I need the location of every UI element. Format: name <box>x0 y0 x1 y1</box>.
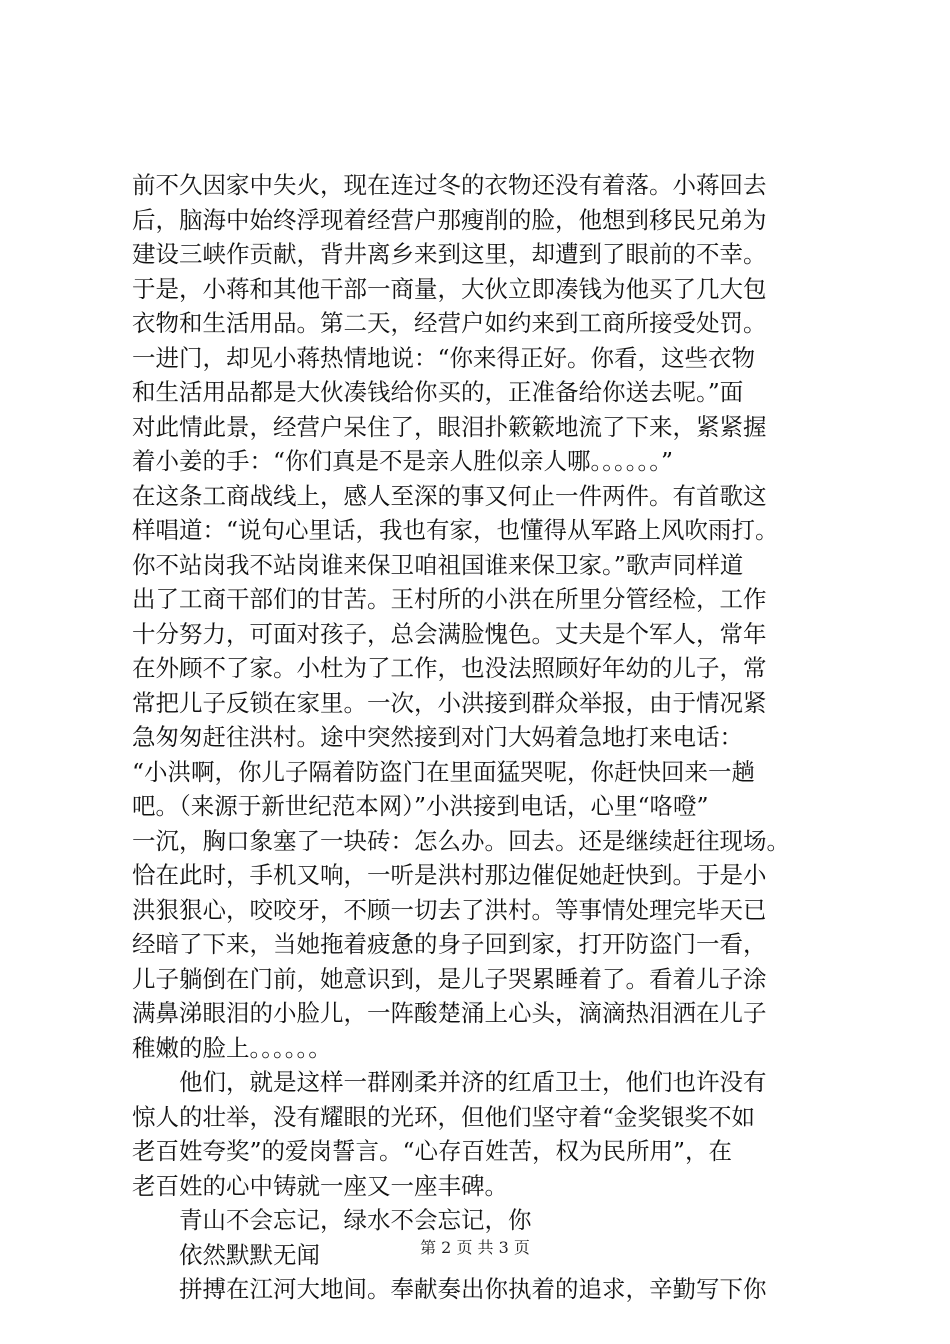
text-line: 常把儿子反锁在家里。一次，小洪接到群众举报，由于情况紧 <box>132 688 767 717</box>
text-line: 一进门，却见小蒋热情地说：“你来得正好。你看，这些衣物 <box>132 343 756 372</box>
text-line: “小洪啊，你儿子隔着防盗门在里面猛哭呢，你赶快回来一趟 <box>132 757 756 786</box>
text-line: 着小姜的手：“你们真是不是亲人胜似亲人哪。。。。。。” <box>132 447 674 475</box>
paragraph-start-line: 他们，就是这样一群刚柔并济的红盾卫士，他们也许没有 <box>179 1068 767 1096</box>
text-line: 前不久因家中失火，现在连过冬的衣物还没有着落。小蒋回去 <box>132 171 767 199</box>
text-line: 和生活用品都是大伙凑钱给你买的，正准备给你送去呢。”面 <box>132 378 744 406</box>
text-line: 衣物和生活用品。第二天，经营户如约来到工商所接受处罚。 <box>132 309 767 337</box>
poem-line: 依然默默无闻 <box>179 1240 320 1269</box>
text-line: 在外顾不了家。小杜为了工作，也没法照顾好年幼的儿子，常 <box>132 654 767 682</box>
page-footer <box>0 1238 950 1258</box>
text-line: 经暗了下来，当她拖着疲惫的身子回到家，打开防盗门一看， <box>132 930 767 958</box>
text-line: 恰在此时，手机又响，一听是洪村那边催促她赶快到。于是小 <box>132 861 767 889</box>
text-line: 你不站岗我不站岗谁来保卫咱祖国谁来保卫家。”歌声同样道 <box>132 550 744 579</box>
text-line: 一沉，胸口象塞了一块砖：怎么办。回去。还是继续赶往现场。 <box>132 826 790 855</box>
text-line: 稚嫩的脸上。。。。。。 <box>132 1033 332 1062</box>
text-line: 样唱道：“说句心里话，我也有家，也懂得从军路上风吹雨打。 <box>132 516 779 544</box>
text-line: 于是，小蒋和其他干部一商量，大伙立即凑钱为他买了几大包 <box>132 274 767 303</box>
text-line: 十分努力，可面对孩子，总会满脸愧色。丈夫是个军人，常年 <box>132 619 767 648</box>
text-line: 后，脑海中始终浮现着经营户那瘦削的脸，他想到移民兄弟为 <box>132 205 767 234</box>
poem-line: 青山不会忘记，绿水不会忘记，你 <box>179 1206 532 1234</box>
text-line: 惊人的壮举，没有耀眼的光环，但他们坚守着“金奖银奖不如 <box>132 1102 756 1131</box>
text-line: 吧。（来源于新世纪范本网）”小洪接到电话，心里“咯噔” <box>132 792 709 820</box>
poem-line: 拼搏在江河大地间。奉献奏出你执着的追求，辛勤写下你 <box>179 1275 767 1303</box>
text-line: 出了工商干部们的甘苦。王村所的小洪在所里分管经检，工作 <box>132 585 767 613</box>
text-line: 老百姓夸奖”的爱岗誓言。“心存百姓苦，权为民所用”，在 <box>132 1137 733 1165</box>
text-line: 老百姓的心中铸就一座又一座丰碑。 <box>132 1171 508 1200</box>
document-body <box>132 168 832 1307</box>
text-line: 对此情此景，经营户呆住了，眼泪扑簌簌地流了下来，紧紧握 <box>132 412 767 441</box>
text-line: 在这条工商战线上，感人至深的事又何止一件两件。有首歌这 <box>132 481 767 510</box>
text-line: 儿子躺倒在门前，她意识到，是儿子哭累睡着了。看着儿子涂 <box>132 964 767 993</box>
text-line: 急匆匆赶往洪村。途中突然接到对门大妈着急地打来电话： <box>132 723 743 751</box>
page-number: 第 2 页 共 3 页 <box>420 1238 530 1257</box>
text-line: 建设三峡作贡献，背井离乡来到这里，却遭到了眼前的不幸。 <box>132 240 767 268</box>
text-line: 洪狠狠心，咬咬牙，不顾一切去了洪村。等事情处理完毕天已 <box>132 895 767 924</box>
text-line: 满鼻涕眼泪的小脸儿，一阵酸楚涌上心头，滴滴热泪洒在儿子 <box>132 999 767 1027</box>
